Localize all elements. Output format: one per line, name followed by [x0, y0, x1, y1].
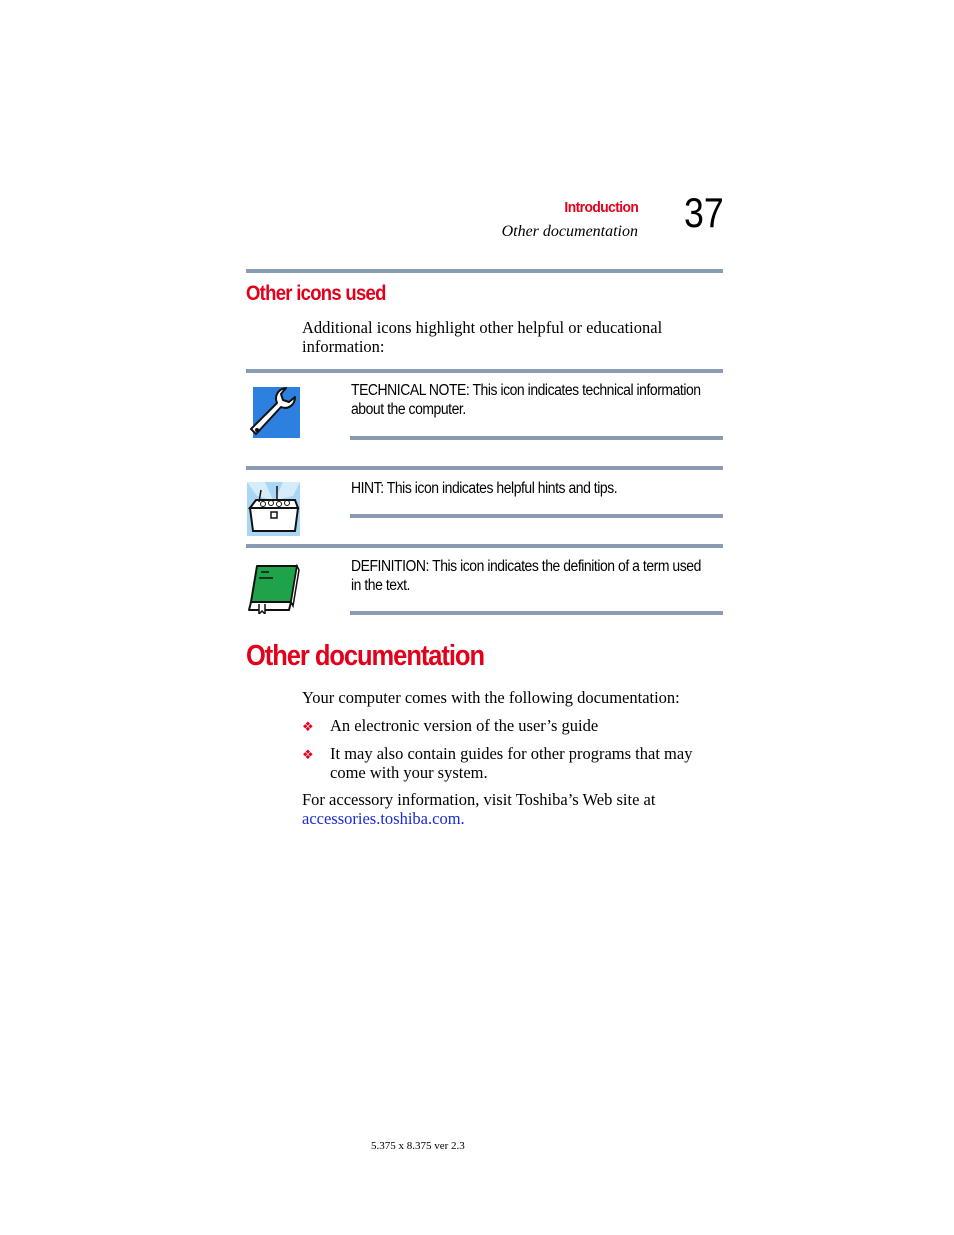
- note-line: in the text.: [351, 577, 410, 594]
- treasure-chest-icon: [247, 482, 301, 536]
- note-bottom-rule: [350, 514, 723, 518]
- section-heading-other-icons: Other icons used: [246, 282, 386, 305]
- book-icon: [247, 560, 301, 614]
- accessory-paragraph: [302, 790, 655, 828]
- docs-intro: Your computer comes with the following documentation:: [302, 688, 680, 707]
- note-line: about the computer.: [351, 401, 466, 418]
- note-top-rule: [246, 466, 723, 470]
- accessories-link[interactable]: accessories.toshiba.com: [302, 809, 461, 828]
- note-line: TECHNICAL NOTE: This icon indicates technical information: [351, 382, 701, 399]
- list-item-text: [330, 716, 598, 735]
- note-bottom-rule: [350, 436, 723, 440]
- list-item-line: An electronic version of the user’s guide: [330, 716, 599, 735]
- list-item: [302, 716, 314, 736]
- bullet-icon: ❖: [302, 747, 314, 762]
- accessory-line-2: [302, 809, 655, 828]
- link-period: .: [460, 809, 465, 828]
- icons-intro-line: information:: [302, 337, 385, 356]
- icons-intro-paragraph: [302, 318, 662, 356]
- footer-version: 5.375 x 8.375 ver 2.3: [371, 1140, 465, 1152]
- note-line: DEFINITION: This icon indicates the definition of a term used: [351, 558, 701, 575]
- note-top-rule: [246, 544, 723, 548]
- icons-intro-line: Additional icons highlight other helpful or educational: [302, 318, 663, 337]
- list-item-text: [330, 744, 692, 782]
- note-text-definition: [351, 557, 720, 595]
- wrench-icon: [247, 385, 301, 439]
- accessory-line: For accessory information, visit Toshiba’s Web site at: [302, 790, 656, 809]
- page-number: 37: [684, 189, 724, 236]
- list-item-line: come with your system.: [330, 763, 488, 782]
- list-item: [302, 744, 314, 764]
- note-text-hint: [351, 479, 720, 498]
- bullet-icon: ❖: [302, 719, 314, 734]
- note-top-rule: [246, 369, 723, 373]
- note-bottom-rule: [350, 611, 723, 615]
- section-rule: [246, 269, 723, 273]
- note-line: HINT: This icon indicates helpful hints and tips.: [351, 480, 618, 497]
- section-heading-other-documentation: Other documentation: [246, 640, 484, 672]
- running-header-section: Introduction: [564, 199, 638, 216]
- running-header-subsection: Other documentation: [501, 223, 638, 240]
- note-text-technical: [351, 381, 720, 419]
- list-item-line: It may also contain guides for other programs that may: [330, 744, 693, 763]
